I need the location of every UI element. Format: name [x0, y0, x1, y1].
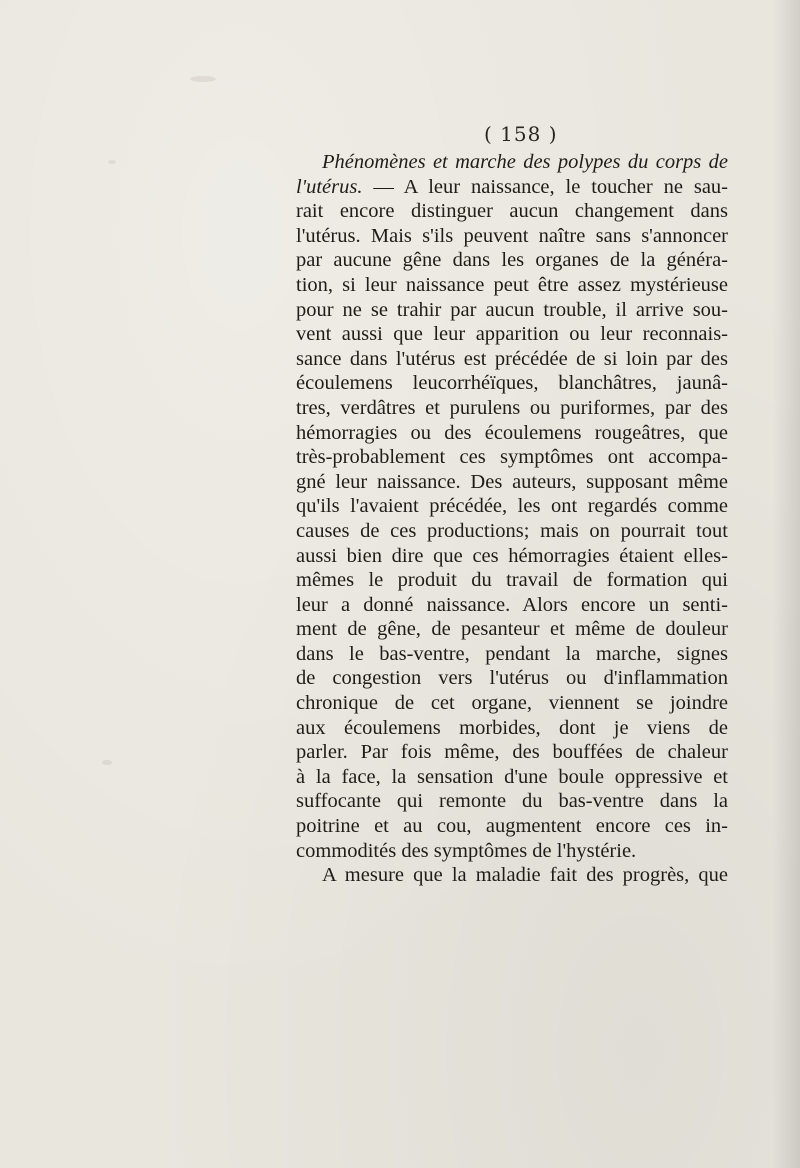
section-heading-line: Phénomènes et marche des polypes du corps de	[322, 151, 728, 173]
text-line: aux écoulemens morbides, dont je viens de	[296, 716, 728, 739]
text-line: poitrine et au cou, augmentent encore ces in-	[296, 815, 728, 838]
text-line: hémorragies ou des écoulemens rougeâtres, que	[296, 421, 728, 444]
text-line: tres, verdâtres et purulens ou puriformes, par des	[296, 396, 728, 419]
page-edge-shadow	[772, 0, 800, 1168]
text-line: l'utérus. — A leur naissance, le toucher ne sau-	[296, 175, 728, 198]
text-line: parler. Par fois même, des bouffées de chaleur	[296, 741, 728, 764]
ink-mark	[190, 76, 216, 82]
text-line: l'utérus. Mais s'ils peuvent naître sans s'annoncer	[296, 224, 728, 247]
text-line: dans le bas-ventre, pendant la marche, signes	[296, 642, 728, 665]
text-line: suffocante qui remonte du bas-ventre dans la	[296, 790, 728, 813]
page-number: ( 158 )	[484, 122, 558, 146]
text-line: à la face, la sensation d'une boule oppressive et	[296, 765, 728, 788]
text-line: A mesure que la maladie fait des progrès, que	[322, 864, 728, 887]
paragraph-1	[296, 150, 728, 863]
text-line: tion, si leur naissance peut être assez mystérieuse	[296, 273, 728, 296]
paragraph-2	[296, 863, 728, 888]
section-heading-line: l'utérus.	[296, 175, 363, 198]
text-line: vent aussi que leur apparition ou leur reconnais-	[296, 323, 728, 346]
text-line: aussi bien dire que ces hémorragies étaient elles-	[296, 544, 728, 567]
text-line: de congestion vers l'utérus ou d'inflammation	[296, 667, 728, 690]
text-line: commodités des symptômes de l'hystérie.	[296, 839, 637, 862]
text-line: causes de ces productions; mais on pourrait tout	[296, 519, 728, 542]
text-line: très-probablement ces symptômes ont accompa-	[296, 446, 728, 469]
text-line: mêmes le produit du travail de formation qui	[296, 569, 728, 592]
text-line: sance dans l'utérus est précédée de si loin par des	[296, 347, 728, 370]
body-text	[296, 150, 728, 888]
ink-mark	[108, 160, 116, 164]
ink-mark	[102, 760, 112, 765]
text-line: écoulemens leucorrhéïques, blanchâtres, jaunâ-	[296, 372, 728, 395]
text-line: chronique de cet organe, viennent se joindre	[296, 692, 728, 715]
text-line: ment de gêne, de pesanteur et même de douleur	[296, 618, 728, 641]
text-line: leur a donné naissance. Alors encore un senti-	[296, 593, 728, 616]
text-line: par aucune gêne dans les organes de la généra-	[296, 249, 728, 272]
text-line: rait encore distinguer aucun changement dans	[296, 200, 728, 223]
text-line: gné leur naissance. Des auteurs, supposant même	[296, 470, 728, 493]
text-line: qu'ils l'avaient précédée, les ont regardés comme	[296, 495, 728, 518]
text-line: pour ne se trahir par aucun trouble, il arrive sou-	[296, 298, 728, 321]
